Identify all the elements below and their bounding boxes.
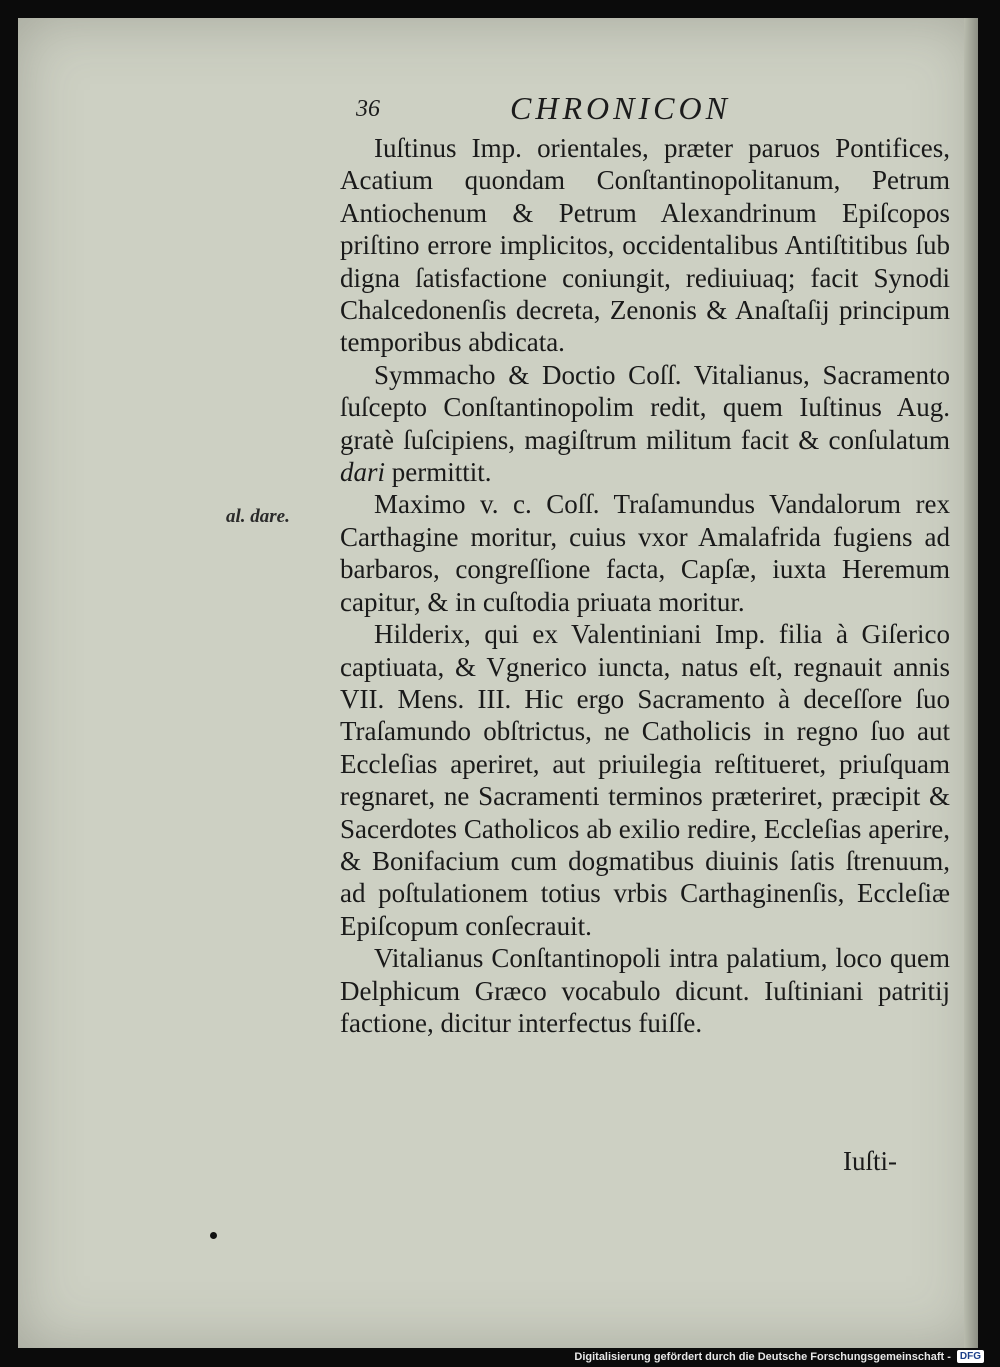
paragraph-symmacho-end: permittit.: [385, 457, 492, 488]
page-number: 36: [356, 96, 380, 122]
paragraph-symmacho: [340, 359, 950, 489]
paragraph-vitalianus: Vitalianus Conſtantinopoli intra palatium, loco quem Delphicum Græco vocabulo dicunt. Iuſtiniani patritij factione, dicitur interfectus fuiſſe.: [340, 943, 950, 1038]
paragraph-hilderix: Hilderix, qui ex Valentiniani Imp. filia à Giſerico captiuata, & Vgnerico iuncta, natus eſt, regnauit annis VII. Mens. III. Hic ergo Sacramento à deceſſore ſuo Traſamundo obſtrictus, ne Catholicis in regno ſuo aut Eccleſias aperiret, aut priuilegia reſtitueret, priuſquam regnaret, ne Sacramenti terminos præteriret, præcipit & Sacerdotes Catholicos ab exilio redire, Eccleſias aperire, & Bonifacium cum dogmatibus diuinis ſatis ſtrenuum, ad poſtulationem totius vrbis Carthaginenſis, Eccleſiæ Epiſcopum conſecrauit.: [340, 619, 950, 941]
paragraph-maximo: Maximo v. c. Coſſ. Traſamundus Vandalorum rex Carthagine moritur, cuius vxor Amalafrida fugiens ad barbaros, congreſſione facta, Capſæ, iuxta Heremum capitur, & in cuſtodia priuata moritur.: [340, 489, 950, 617]
paragraph-symmacho-text: Symmacho & Doctio Coſſ. Vitalianus, Sacramento ſuſcepto Conſtantinopolim redit, quem Iuſtinus Aug. gratè ſuſcipiens, magiſtrum militum facit & conſulatum: [340, 359, 950, 455]
footer-credit-text: Digitalisierung gefördert durch die Deutsche Forschungsgemeinschaft -: [574, 1350, 951, 1363]
ink-mark: [210, 1232, 217, 1239]
italic-dari: dari: [340, 457, 386, 488]
running-title: CHRONICON: [510, 90, 731, 126]
page-edge: [964, 18, 978, 1348]
body-text: [340, 132, 950, 1039]
catchword: Iuſti-: [843, 1146, 897, 1176]
page-header: [340, 90, 940, 130]
paragraph-iustinus: Iuſtinus Imp. orientales, præter paruos Pontifices, Acatium quondam Conſtantinopolitanum, Petrum Antiochenum & Petrum Alexandrinum Epiſcopos priſtino errore implicitos, occidentalibus Antiſtitibus ſub digna ſatisfactione coniungit, rediuiuaq; facit Synodi Chalcedonenſis decreta, Zenonis & Anaſtaſij principum temporibus abdicata.: [340, 133, 950, 358]
margin-note: al. dare.: [226, 506, 290, 527]
footer-credit: [574, 1350, 984, 1363]
dfg-logo: DFG: [957, 1350, 984, 1363]
